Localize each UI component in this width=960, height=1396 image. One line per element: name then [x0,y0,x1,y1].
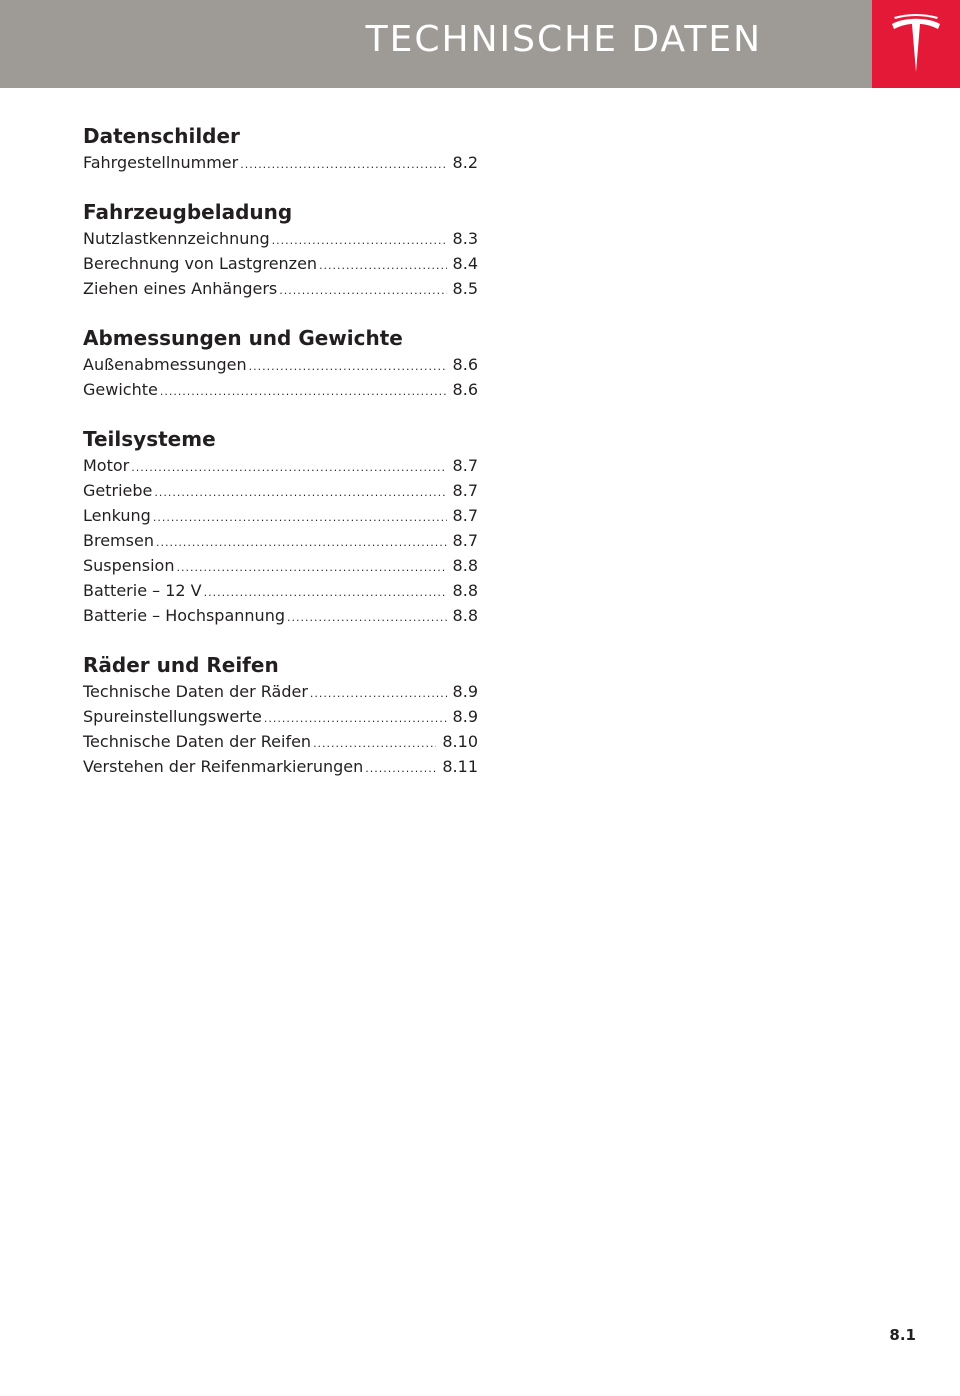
toc-entry-label: Batterie – 12 V [83,581,202,600]
toc-entry-page: 8.5 [452,279,478,298]
toc-entry[interactable] [83,554,478,579]
dot-leader [154,481,446,504]
toc-entry-page: 8.8 [452,606,478,625]
toc-entry-label: Gewichte [83,380,158,399]
dot-leader [153,506,447,529]
page-title: TECHNISCHE DATEN [365,19,762,60]
toc-entry[interactable] [83,151,478,176]
toc-entry-label: Ziehen eines Anhängers [83,279,278,298]
toc-entry[interactable] [83,680,478,705]
toc-section [83,198,478,302]
toc-entry-label: Technische Daten der Räder [83,682,308,701]
toc-entry-label: Motor [83,456,130,475]
toc-entry[interactable] [83,277,478,302]
toc-entry-label: Technische Daten der Reifen [83,732,312,751]
toc-entry-page: 8.9 [452,682,478,701]
dot-leader [272,229,447,252]
dot-leader [313,732,436,755]
toc-section [83,425,478,629]
toc-entry[interactable] [83,504,478,529]
toc-entry[interactable] [83,529,478,554]
toc-entry-page: 8.11 [442,757,478,776]
dot-leader [287,606,447,629]
toc-entry[interactable] [83,252,478,277]
toc-entry-page: 8.8 [452,556,478,575]
toc-entry-page: 8.7 [452,506,478,525]
dot-leader [131,456,446,479]
toc-entry[interactable] [83,755,478,780]
page-number: 8.1 [889,1326,916,1344]
toc-entry-page: 8.6 [452,355,478,374]
toc-entry-label: Außenabmessungen [83,355,247,374]
dot-leader [279,279,446,302]
toc-entry-page: 8.9 [452,707,478,726]
toc-entry-label: Getriebe [83,481,153,500]
tesla-logo-icon [890,14,942,74]
toc-section-title: Räder und Reifen [83,653,279,677]
toc-entry-label: Bremsen [83,531,154,550]
toc-entry-page: 8.7 [452,481,478,500]
toc-entry[interactable] [83,705,478,730]
toc-entry-label: Fahrgestellnummer [83,153,239,172]
toc-entry-label: Berechnung von Lastgrenzen [83,254,318,273]
toc-entry[interactable] [83,378,478,403]
toc-entry-page: 8.8 [452,581,478,600]
toc-section-title: Fahrzeugbeladung [83,200,293,224]
toc-entry-label: Nutzlastkennzeichnung [83,229,270,248]
dot-leader [365,757,436,780]
dot-leader [240,153,446,176]
toc-entry-page: 8.7 [452,531,478,550]
toc-section [83,122,478,176]
toc-section [83,651,478,780]
toc-entry-page: 8.7 [452,456,478,475]
header-bar [0,0,872,88]
toc-section [83,324,478,403]
toc-entry[interactable] [83,353,478,378]
dot-leader [176,556,446,579]
toc-entry[interactable] [83,730,478,755]
toc-entry-label: Batterie – Hochspannung [83,606,285,625]
toc-entry-page: 8.4 [452,254,478,273]
toc-entry-page: 8.2 [452,153,478,172]
toc-entry[interactable] [83,579,478,604]
toc-entry-page: 8.10 [442,732,478,751]
toc-entry[interactable] [83,604,478,629]
toc-entry-label: Verstehen der Reifenmarkierungen [83,757,364,776]
dot-leader [319,254,446,277]
toc-entry[interactable] [83,479,478,504]
toc-entry-label: Lenkung [83,506,151,525]
dot-leader [204,581,447,604]
table-of-contents [83,122,478,802]
toc-entry-page: 8.3 [452,229,478,248]
toc-entry-label: Suspension [83,556,175,575]
dot-leader [160,380,447,403]
toc-section-title: Teilsysteme [83,427,216,451]
dot-leader [156,531,447,554]
toc-section-title: Datenschilder [83,124,240,148]
toc-entry-page: 8.6 [452,380,478,399]
dot-leader [264,707,447,730]
dot-leader [249,355,447,378]
toc-entry[interactable] [83,227,478,252]
logo-box [872,0,960,88]
toc-entry-label: Spureinstellungswerte [83,707,262,726]
toc-entry[interactable] [83,454,478,479]
dot-leader [310,682,447,705]
toc-section-title: Abmessungen und Gewichte [83,326,403,350]
